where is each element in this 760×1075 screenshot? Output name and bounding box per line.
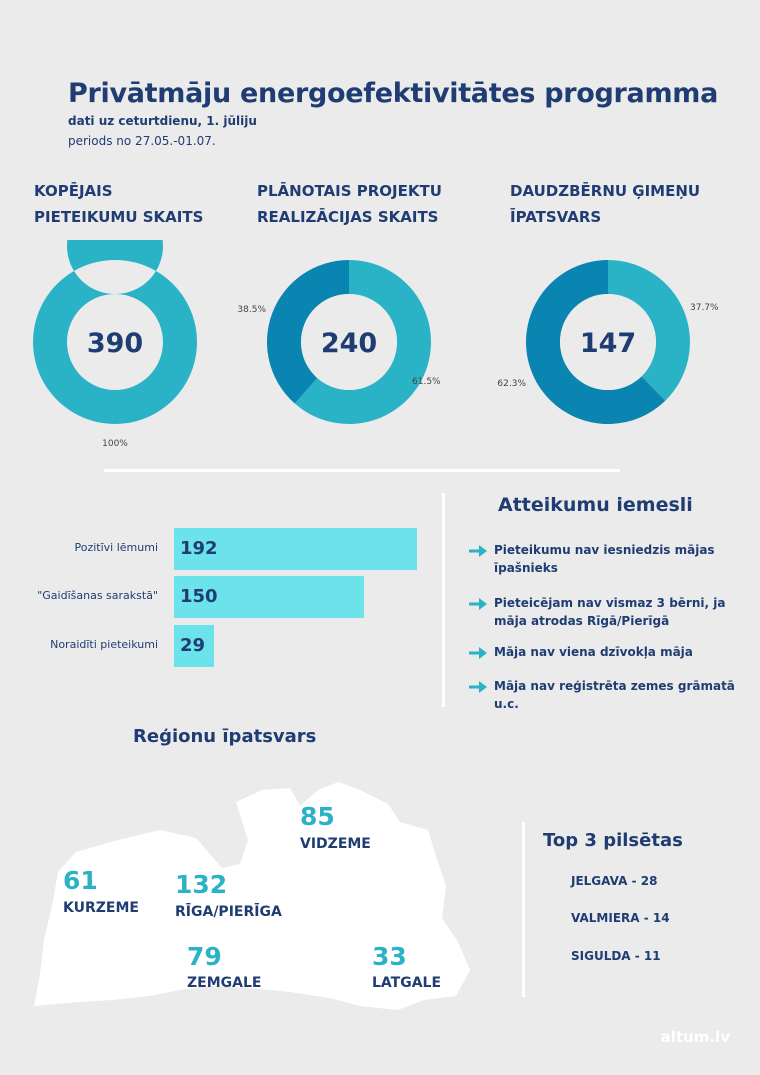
vertical-divider	[442, 493, 445, 707]
donut-slice-label: 37.7%	[690, 303, 719, 313]
bar-category-label: Pozitīvi lēmumi	[74, 541, 158, 554]
donut-slice-label: 62.3%	[497, 379, 526, 389]
arrow-right-icon	[468, 643, 494, 664]
region-zemgale-name: ZEMGALE	[187, 975, 262, 991]
bar-value-label: 29	[180, 635, 206, 656]
page-subtitle: dati uz ceturtdienu, 1. jūliju	[68, 114, 257, 128]
region-latgale-value: 33	[372, 942, 407, 971]
reason-text: Māja nav reģistrēta zemes grāmatā u.c.	[494, 679, 735, 711]
donut-families	[497, 260, 719, 424]
donut-slice-label: 100%	[102, 439, 128, 449]
period-text: periods no 27.05.-01.07.	[68, 134, 216, 148]
donut-center-value: 240	[320, 328, 378, 359]
region-riga-name: RĪGA/PIERĪGA	[175, 904, 282, 920]
reason-text: Pieteikumu nav iesniedzis mājas īpašnieks	[494, 543, 715, 575]
bar	[174, 576, 364, 618]
kpi-heading-line: ĪPATSVARS	[510, 208, 602, 226]
donut-center-value: 147	[579, 328, 637, 359]
top3-title: Top 3 pilsētas	[543, 830, 683, 851]
reason-text: Pieteicējam nav vismaz 3 bērni, ja māja atrodas Rīgā/Pierīgā	[494, 596, 726, 628]
donut-charts	[0, 240, 760, 470]
region-vidzeme-name: VIDZEME	[300, 836, 371, 852]
region-kurzeme-value: 61	[63, 866, 98, 895]
bar-category-label: "Gaidīšanas sarakstā"	[37, 589, 158, 602]
kpi-heading-line: REALIZĀCIJAS SKAITS	[257, 208, 439, 226]
bar-category-label: Noraidīti pieteikumi	[50, 638, 158, 651]
vertical-divider	[522, 822, 525, 997]
regions-title: Reģionu īpatsvars	[133, 726, 317, 747]
region-riga-value: 132	[175, 870, 228, 899]
reason-item	[468, 643, 738, 664]
city-item: JELGAVA - 28	[571, 874, 658, 888]
kpi-heading-total	[34, 178, 203, 230]
region-latgale-name: LATGALE	[372, 975, 442, 991]
arrow-right-icon	[468, 677, 494, 713]
bar-value-label: 192	[180, 538, 218, 559]
arrow-right-icon	[468, 594, 494, 630]
reason-text: Māja nav viena dzīvokļa māja	[494, 645, 693, 659]
reasons-title: Atteikumu iemesli	[498, 494, 693, 516]
region-kurzeme-name: KURZEME	[63, 900, 139, 916]
section-divider	[104, 469, 620, 472]
kpi-heading-line: PLĀNOTAIS PROJEKTU	[257, 182, 442, 200]
footer-brand: altum.lv	[660, 1028, 730, 1046]
page-title: Privātmāju energoefektivitātes programma	[68, 78, 719, 109]
kpi-heading-planned	[257, 178, 442, 230]
donut-slice-label: 61.5%	[412, 377, 441, 387]
reason-item	[468, 594, 738, 630]
region-vidzeme-value: 85	[300, 802, 335, 831]
kpi-heading-families	[510, 178, 700, 230]
decisions-bar-chart	[0, 520, 440, 680]
city-item: SIGULDA - 11	[571, 949, 661, 963]
donut-planned	[237, 260, 441, 424]
city-item: VALMIERA - 14	[571, 911, 670, 925]
bar-value-label: 150	[180, 586, 218, 607]
kpi-heading-line: PIETEIKUMU SKAITS	[34, 208, 204, 226]
donut-slice-label: 38.5%	[237, 305, 266, 315]
bar	[174, 528, 417, 570]
arrow-right-icon	[468, 541, 494, 577]
kpi-heading-line: DAUDZBĒRNU ĢIMEŅU	[510, 182, 701, 200]
donut-total	[33, 240, 197, 449]
region-zemgale-value: 79	[187, 942, 222, 971]
kpi-heading-line: KOPĒJAIS	[34, 182, 113, 200]
bar	[174, 625, 214, 667]
donut-center-value: 390	[86, 328, 144, 359]
reason-item	[468, 677, 738, 713]
reason-item	[468, 541, 738, 577]
